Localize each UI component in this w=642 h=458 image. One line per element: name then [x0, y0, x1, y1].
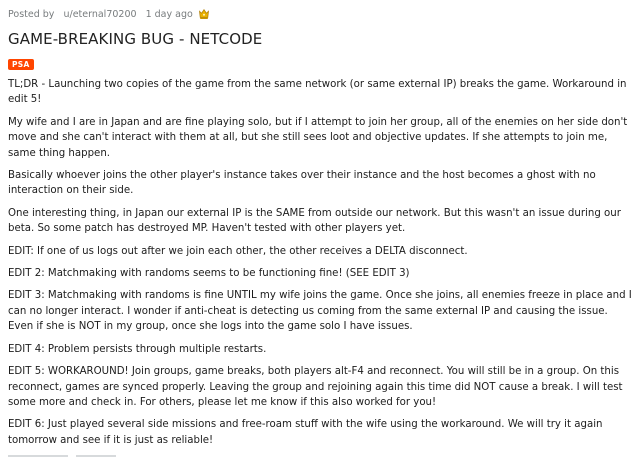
post-paragraph: EDIT 4: Problem persists through multiple restarts.: [8, 343, 267, 355]
post-meta: [8, 6, 634, 22]
post-paragraph: TL;DR - Launching two copies of the game from the same network (or same external IP) breaks the game. Workaround in edit 5!: [8, 79, 627, 106]
post-body: [8, 77, 634, 448]
post-paragraph: EDIT 3: Matchmaking with randoms is fine UNTIL my wife joins the game. Once she joins, all enemies freeze in place and I can no longer interact. I wonder if anti-cheat is detecting us coming from the same external IP and causing the issue. Even if she is NOT in my group, once she logs into the game solo I have issues.: [8, 290, 632, 333]
action-placeholder: [76, 455, 116, 457]
post-title[interactable]: GAME-BREAKING BUG - NETCODE: [8, 30, 263, 48]
post-paragraph: EDIT: If one of us logs out after we join each other, the other receives a DELTA disconnect.: [8, 245, 468, 257]
post-paragraph: Basically whoever joins the other player's instance takes over their instance and the host becomes a ghost with no interaction on their side.: [8, 170, 596, 197]
post-paragraph: EDIT 5: WORKAROUND! Join groups, game breaks, both players alt-F4 and reconnect. You will still be in a group. On this reconnect, games are synced properly. Leaving the group and rejoining again this time did NOT cause a break. I will test some more and check in. For others, please let me know if this also worked for you!: [8, 366, 623, 408]
post-flair[interactable]: PSA: [8, 59, 34, 70]
posted-by-label: Posted by: [8, 8, 55, 20]
author-link[interactable]: u/eternal70200: [63, 8, 137, 20]
post-paragraph: One interesting thing, in Japan our external IP is the SAME from outside our network. But this wasn't an issue during our beta. So some patch has destroyed MP. Haven't tested with other players yet.: [8, 207, 621, 235]
post-timestamp[interactable]: 1 day ago: [145, 8, 193, 20]
post-actions-bar-cut-off: [8, 452, 628, 458]
award-icon[interactable]: [198, 8, 210, 20]
post-paragraph: EDIT 2: Matchmaking with randoms seems to be functioning fine! (SEE EDIT 3): [8, 268, 410, 280]
action-placeholder: [8, 455, 68, 457]
post-paragraph: EDIT 6: Just played several side missions and free-roam stuff with the wife using the workaround. We will try it again tomorrow and see if it is just as reliable!: [8, 419, 603, 446]
post-paragraph: My wife and I are in Japan and are fine playing solo, but if I attempt to join her group, all of the enemies on her side don't move and she can't interact with them at all, but she still sees loot and objective updates. If she attempts to join me, same thing happen.: [8, 116, 628, 159]
